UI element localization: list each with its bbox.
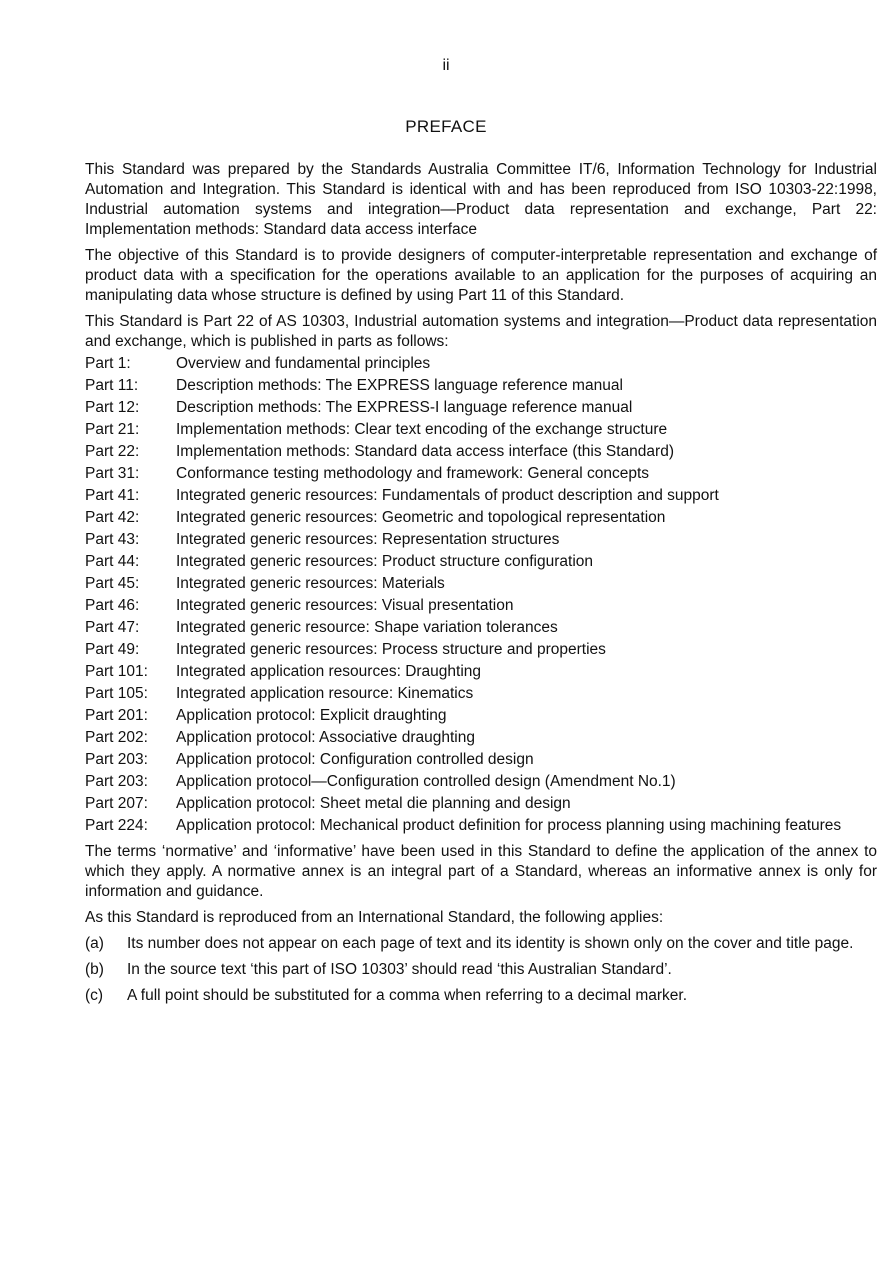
applies-list: [85, 934, 877, 1006]
part-number: Part 203:: [85, 773, 148, 790]
list-item: [85, 986, 877, 1006]
part-description: Integrated generic resources: Materials: [176, 575, 445, 592]
list-item-text: Its number does not appear on each page of text and its identity is shown only on the cover and title page.: [127, 935, 854, 952]
part-number: Part 49:: [85, 641, 140, 658]
part-number: Part 44:: [85, 553, 140, 570]
part-number: Part 21:: [85, 421, 140, 438]
part-row: [85, 574, 877, 596]
part-row: [85, 728, 877, 750]
list-item-label: (a): [85, 935, 104, 952]
applies-paragraph: As this Standard is reproduced from an International Standard, the following applies:: [85, 909, 664, 926]
part-number: Part 31:: [85, 465, 140, 482]
part-description: Application protocol: Mechanical product definition for process planning using machining features: [176, 817, 842, 834]
parts-list: [85, 354, 877, 836]
list-item-text: A full point should be substituted for a comma when referring to a decimal marker.: [127, 987, 688, 1004]
part-row: [85, 794, 877, 816]
part-description: Overview and fundamental principles: [176, 355, 431, 372]
part-number: Part 41:: [85, 487, 140, 504]
preface-body: [85, 160, 877, 1012]
part-number: Part 105:: [85, 685, 148, 702]
part-row: [85, 552, 877, 574]
part-number: Part 224:: [85, 817, 148, 834]
part-description: Integrated generic resources: Geometric and topological representation: [176, 509, 666, 526]
part-number: Part 1:: [85, 355, 131, 372]
part-description: Application protocol: Explicit draughting: [176, 707, 447, 724]
part-description: Integrated generic resource: Shape variation tolerances: [176, 619, 558, 636]
part-description: Integrated generic resources: Representation structures: [176, 531, 560, 548]
part-row: [85, 772, 877, 794]
list-item: [85, 960, 877, 980]
part-row: [85, 508, 877, 530]
part-row: [85, 596, 877, 618]
part-description: Description methods: The EXPRESS-I language reference manual: [176, 399, 633, 416]
part-number: Part 12:: [85, 399, 140, 416]
part-number: Part 22:: [85, 443, 140, 460]
part-description: Application protocol—Configuration controlled design (Amendment No.1): [176, 773, 676, 790]
part-description: Application protocol: Configuration controlled design: [176, 751, 534, 768]
part-row: [85, 662, 877, 684]
part-number: Part 42:: [85, 509, 140, 526]
part-row: [85, 376, 877, 398]
list-item-text: In the source text ‘this part of ISO 10303’ should read ‘this Australian Standard’.: [127, 961, 672, 978]
page-number: ii: [442, 57, 450, 74]
list-item-label: (b): [85, 961, 104, 978]
part-row: [85, 640, 877, 662]
part-number: Part 207:: [85, 795, 148, 812]
page-title: PREFACE: [405, 117, 487, 136]
list-item: [85, 934, 877, 954]
part-description: Integrated generic resources: Fundamentals of product description and support: [176, 487, 719, 504]
part-description: Application protocol: Sheet metal die planning and design: [176, 795, 571, 812]
part-row: [85, 398, 877, 420]
part-description: Description methods: The EXPRESS language reference manual: [176, 377, 623, 394]
objective-paragraph: The objective of this Standard is to provide designers of computer-interpretable representation and exchange of product data with a specification for the operations available to an application for the purposes of acquiring an manipulating data whose structure is defined by using Part 11 of this Standard.: [85, 247, 877, 304]
part-description: Integrated generic resources: Product structure configuration: [176, 553, 594, 570]
part-row: [85, 464, 877, 486]
part-description: Integrated generic resources: Process structure and properties: [176, 641, 606, 658]
part-row: [85, 618, 877, 640]
part-number: Part 11:: [85, 377, 139, 394]
part-description: Application protocol: Associative draughting: [176, 729, 475, 746]
list-item-label: (c): [85, 987, 104, 1004]
part-number: Part 43:: [85, 531, 140, 548]
part-description: Conformance testing methodology and framework: General concepts: [176, 465, 649, 482]
part-row: [85, 530, 877, 552]
part-row: [85, 442, 877, 464]
part-row: [85, 750, 877, 772]
part-row: [85, 486, 877, 508]
intro-paragraph: This Standard was prepared by the Standards Australia Committee IT/6, Information Technology for Industrial Automation and Integration. This Standard is identical with and has been reproduced from ISO 10303-22:1998, Industrial automation systems and integration—Product data representation and exchange, Part 22: Implementation methods: Standard data access interface: [85, 161, 877, 238]
terms-paragraph: The terms ‘normative’ and ‘informative’ have been used in this Standard to define the application of the annex to which they apply. A normative annex is an integral part of a Standard, whereas an informative annex is only for information and guidance.: [85, 843, 877, 900]
part-number: Part 202:: [85, 729, 148, 746]
part-description: Implementation methods: Clear text encoding of the exchange structure: [176, 421, 668, 438]
part-number: Part 101:: [85, 663, 148, 680]
part-number: Part 203:: [85, 751, 148, 768]
part-description: Integrated generic resources: Visual presentation: [176, 597, 514, 614]
part-description: Integrated application resource: Kinematics: [176, 685, 474, 702]
part-number: Part 201:: [85, 707, 148, 724]
parts-intro-paragraph: This Standard is Part 22 of AS 10303, Industrial automation systems and integration—Product data representation and exchange, which is published in parts as follows:: [85, 313, 877, 350]
part-row: [85, 706, 877, 728]
part-number: Part 45:: [85, 575, 140, 592]
part-number: Part 47:: [85, 619, 140, 636]
part-row: [85, 354, 877, 376]
part-number: Part 46:: [85, 597, 140, 614]
part-description: Integrated application resources: Draughting: [176, 663, 482, 680]
part-row: [85, 420, 877, 442]
part-description: Implementation methods: Standard data access interface (this Standard): [176, 443, 674, 460]
part-row: [85, 684, 877, 706]
part-row: [85, 816, 877, 836]
